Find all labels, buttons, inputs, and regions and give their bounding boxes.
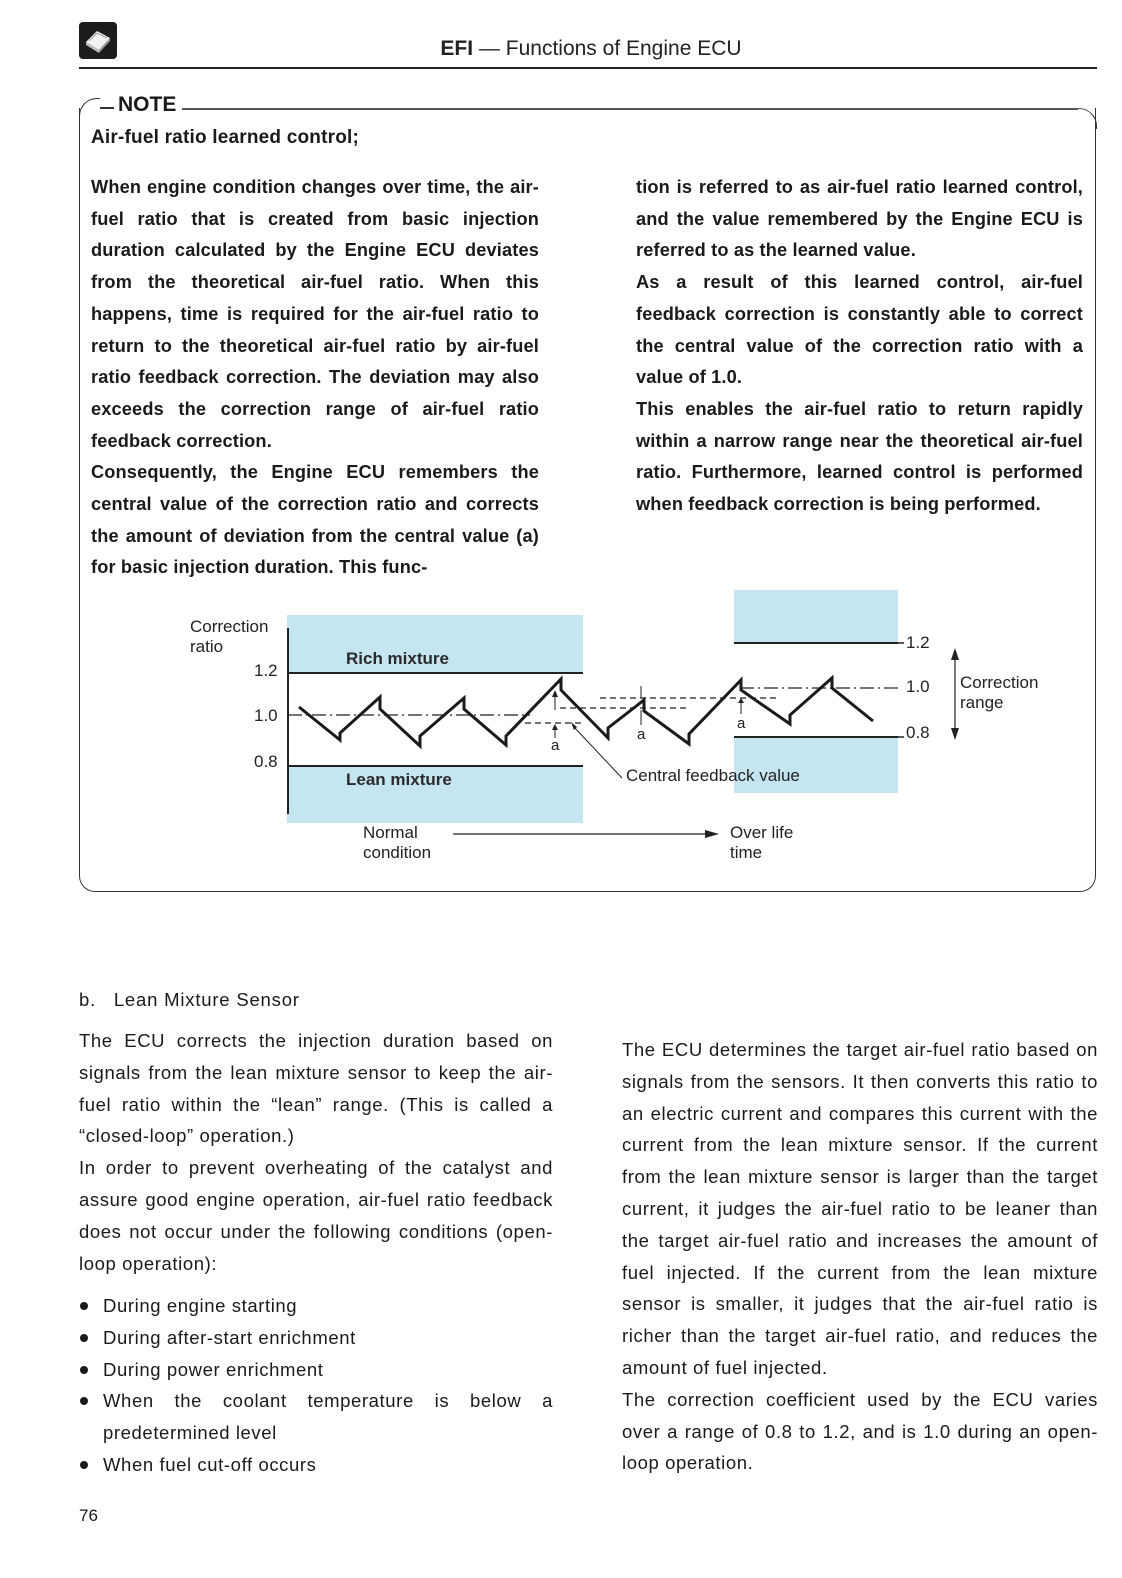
deviation-label-a: a: [737, 715, 746, 732]
list-item: [79, 1322, 553, 1354]
y-axis-label-line: ratio: [190, 637, 224, 656]
bullet-icon: [80, 1397, 88, 1405]
x-start-label-line: Normal: [363, 823, 418, 842]
right-tick-1-2: 1.2: [906, 633, 930, 652]
bullet-icon: [80, 1334, 88, 1342]
y-axis-label: [190, 617, 268, 657]
deviation-label-a: a: [551, 737, 560, 754]
body-paragraph: The ECU corrects the injection duration based on signals from the lean mixture sensor to keep the air-fuel ratio within the “lean” range. (This is called a “closed-loop” operation.): [79, 1030, 553, 1147]
list-item-text: When the coolant temperature is below a predetermined level: [103, 1390, 553, 1444]
header-title-rest: — Functions of Engine ECU: [473, 37, 742, 60]
y-tick-1-2: 1.2: [254, 661, 278, 680]
list-item-text: During engine starting: [103, 1295, 298, 1316]
correction-range-label: [960, 673, 1038, 713]
section-left-column: [79, 1025, 553, 1279]
x-start-label: [363, 823, 431, 863]
note-label: NOTE: [100, 93, 182, 117]
body-paragraph: The correction coefficient used by the ECU varies over a range of 0.8 to 1.2, and is 1.0 during an open-loop operation.: [622, 1388, 1098, 1474]
list-item-text: When fuel cut-off occurs: [103, 1453, 317, 1475]
y-tick-0-8: 0.8: [254, 752, 278, 771]
note-paragraph: This enables the air-fuel ratio to return rapidly within a narrow range near the theoretical air-fuel ratio. Furthermore, learned control is performed when feedback correction is being performed.: [636, 398, 1083, 515]
x-end-label-line: time: [730, 843, 763, 862]
rich-mixture-label: Rich mixture: [346, 649, 449, 668]
open-loop-conditions-list: [79, 1290, 553, 1481]
lean-mixture-label: Lean mixture: [346, 770, 452, 789]
section-right-column: [622, 1034, 1098, 1479]
y-axis-label-line: Correction: [190, 617, 269, 636]
list-item: [79, 1354, 553, 1386]
list-item-text: During power enrichment: [103, 1358, 324, 1380]
deviation-label-a: a: [637, 726, 646, 743]
x-end-label: [730, 823, 793, 863]
y-tick-1-0: 1.0: [254, 706, 278, 725]
page-number: 76: [79, 1506, 98, 1525]
bullet-icon: [80, 1366, 88, 1374]
right-tick-0-8: 0.8: [906, 723, 930, 742]
body-paragraph: In order to prevent overheating of the catalyst and assure good engine operation, air-fuel ratio feedback does not occur under the following conditions (open-loop operation):: [79, 1157, 553, 1274]
note-paragraph: tion is referred to as air-fuel ratio learned control, and the value remembered by the Engine ECU is referred to as the learned value.: [636, 177, 1083, 261]
correction-range-line: range: [960, 693, 1004, 712]
note-heading: Air-fuel ratio learned control;: [91, 127, 360, 148]
header-title-bold: EFI: [440, 37, 474, 60]
x-start-label-line: condition: [363, 843, 432, 862]
body-paragraph: The ECU determines the target air-fuel ratio based on signals from the sensors. It then converts this ratio to an electric current and compares this current with the current from the lean mixture sensor. If the current from the lean mixture sensor is larger than the target current, it judges the air-fuel ratio to be leaner than the target air-fuel ratio and increases the amount of fuel injected. If the current from the lean mixture sensor is smaller, it judges that the air-fuel ratio is richer than the target air-fuel ratio, and reduces the amount of fuel injected.: [622, 1039, 1098, 1378]
correction-range-line: Correction: [960, 673, 1039, 692]
x-end-label-line: Over life: [730, 823, 794, 842]
right-tick-1-0: 1.0: [906, 677, 930, 696]
central-feedback-label: Central feedback value: [626, 766, 800, 785]
list-item: [79, 1449, 553, 1481]
list-item-text: During after-start enrichment: [103, 1326, 356, 1348]
bullet-icon: [80, 1302, 88, 1310]
bullet-icon: [80, 1461, 88, 1469]
note-paragraph: As a result of this learned control, air-fuel feedback correction is constantly able to correct the central value of the correction ratio with a value of 1.0.: [636, 272, 1083, 388]
note-paragraph: Consequently, the Engine ECU remembers the central value of the correction ratio and corrects the amount of deviation from the central value (a) for basic injection duration. This func-: [91, 462, 539, 578]
list-item: [79, 1290, 553, 1322]
note-paragraph: When engine condition changes over time, the air-fuel ratio that is created from basic injection duration calculated by the Engine ECU deviates from the theoretical air-fuel ratio. When this happens, time is required for the air-fuel ratio to return to the theoretical air-fuel ratio by air-fuel ratio feedback correction. The deviation may also exceeds the correction range of air-fuel ratio feedback correction.: [91, 177, 539, 451]
section-title: b. Lean Mixture Sensor: [79, 989, 300, 1010]
list-item: [79, 1385, 553, 1449]
